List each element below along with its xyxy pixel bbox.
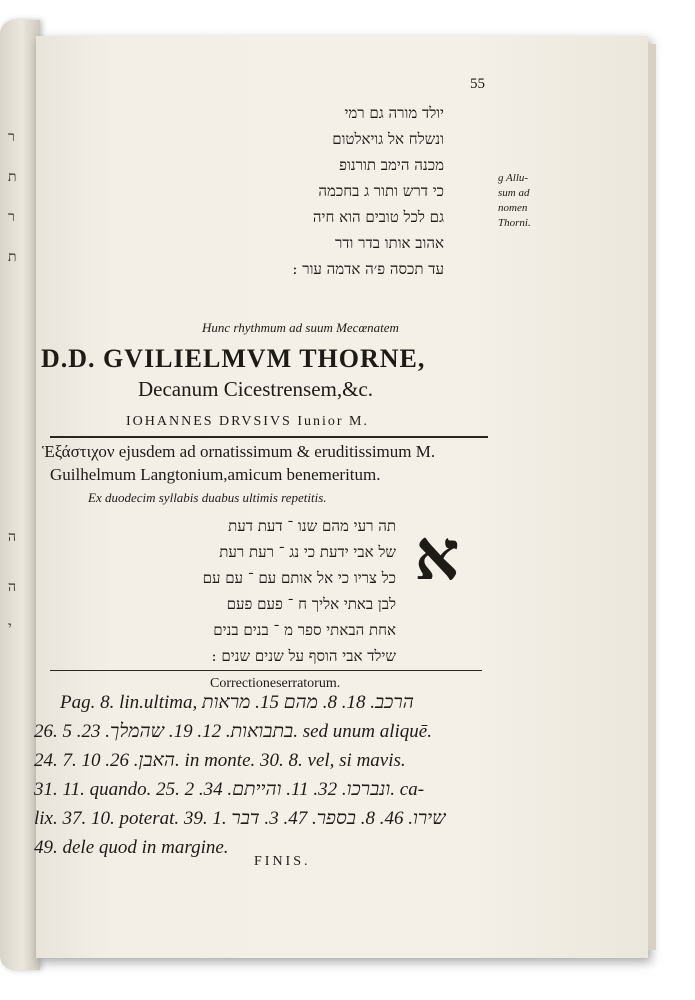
- poem-line: אהוב אותו בדר ודר: [334, 234, 444, 252]
- acrostic-line: כל צריו כי אל אותם עם ־ עם עם: [202, 569, 396, 587]
- correction-line: lix. 37. 10. poterat. 39. 1. שירו. 46. 8. בספר. 47. 3. דבר: [34, 808, 446, 829]
- dedication-line: Hunc rhythmum ad suum Mecœnatem: [202, 320, 399, 335]
- recipient-name: D.D. GVILIELMVM THORNE,: [41, 344, 426, 373]
- signature: IOHANNES DRVSIVS Iunior M.: [126, 414, 369, 429]
- acrostic-line: שילד אבי הוסף על שנים שנים :: [211, 647, 396, 665]
- book-page: [36, 36, 648, 958]
- margin-note: g Allu- sum ad nomen Thorni.: [498, 172, 531, 229]
- corrections-title: Correctioneserratorum.: [210, 676, 341, 691]
- page-number: 55: [470, 76, 485, 92]
- correction-line: 24. 7. האבן. 26. 10. in monte. 30. 8. vel, si mavis.: [34, 750, 406, 771]
- poem-line: כי דרש ותור ג בחכמה: [318, 182, 444, 200]
- poem-line: ונשלח אל גויאלטום: [332, 130, 444, 148]
- finis: FINIS.: [254, 854, 311, 869]
- poem-line: עד תכסה פ׳ה אדמה עור :: [292, 260, 444, 278]
- recipient-title: Decanum Cicestrensem,&c.: [138, 377, 373, 401]
- facing-page-edge: ר ת ר ת ה ה י: [0, 20, 40, 970]
- acrostic-line: לבן באתי אליך ח ־ פעם פעם: [226, 595, 396, 613]
- correction-line: Pag. 8. lin.ultima, הרכב. 18. 8. מהם 15. מראות: [60, 692, 414, 713]
- correction-line: 31. 11. quando. 25. ונברכו. 32. 11. והייתם. 34. 2. ca-: [34, 779, 425, 800]
- acrostic-line: אחת הבאתי ספר מ ־ בנים בנים: [213, 621, 396, 639]
- acrostic-line: של אבי ידעת כי נג ־ רעת רעת: [219, 543, 396, 561]
- divider: [50, 670, 482, 671]
- poem-line: יולד מורה גם רמי: [344, 104, 444, 122]
- correction-line: 26. בתבואות. 12. 19. שהמלך. 23. 5. sed unum aliquē.: [34, 721, 432, 742]
- poem-line: מכנה הימב תורנופ: [339, 156, 444, 174]
- hexastich-subheading: Ex duodecim syllabis duabus ultimis repetitis.: [88, 490, 327, 505]
- poem-line: גם לכל טובים הוא חיה: [312, 208, 444, 226]
- decorated-initial: א: [414, 513, 460, 596]
- page-edge: [648, 44, 656, 950]
- correction-line: 49. dele quod in margine.: [34, 837, 229, 858]
- hexastich-heading-2: Guilhelmum Langtonium,amicum benemeritum.: [50, 465, 381, 484]
- divider: [50, 436, 488, 438]
- acrostic-line: תה רעי מהם שנו ־ דעת דעת: [228, 517, 396, 535]
- hexastich-heading: Ἑξάστιχον ejusdem ad ornatissimum & eruditissimum M.: [42, 442, 436, 461]
